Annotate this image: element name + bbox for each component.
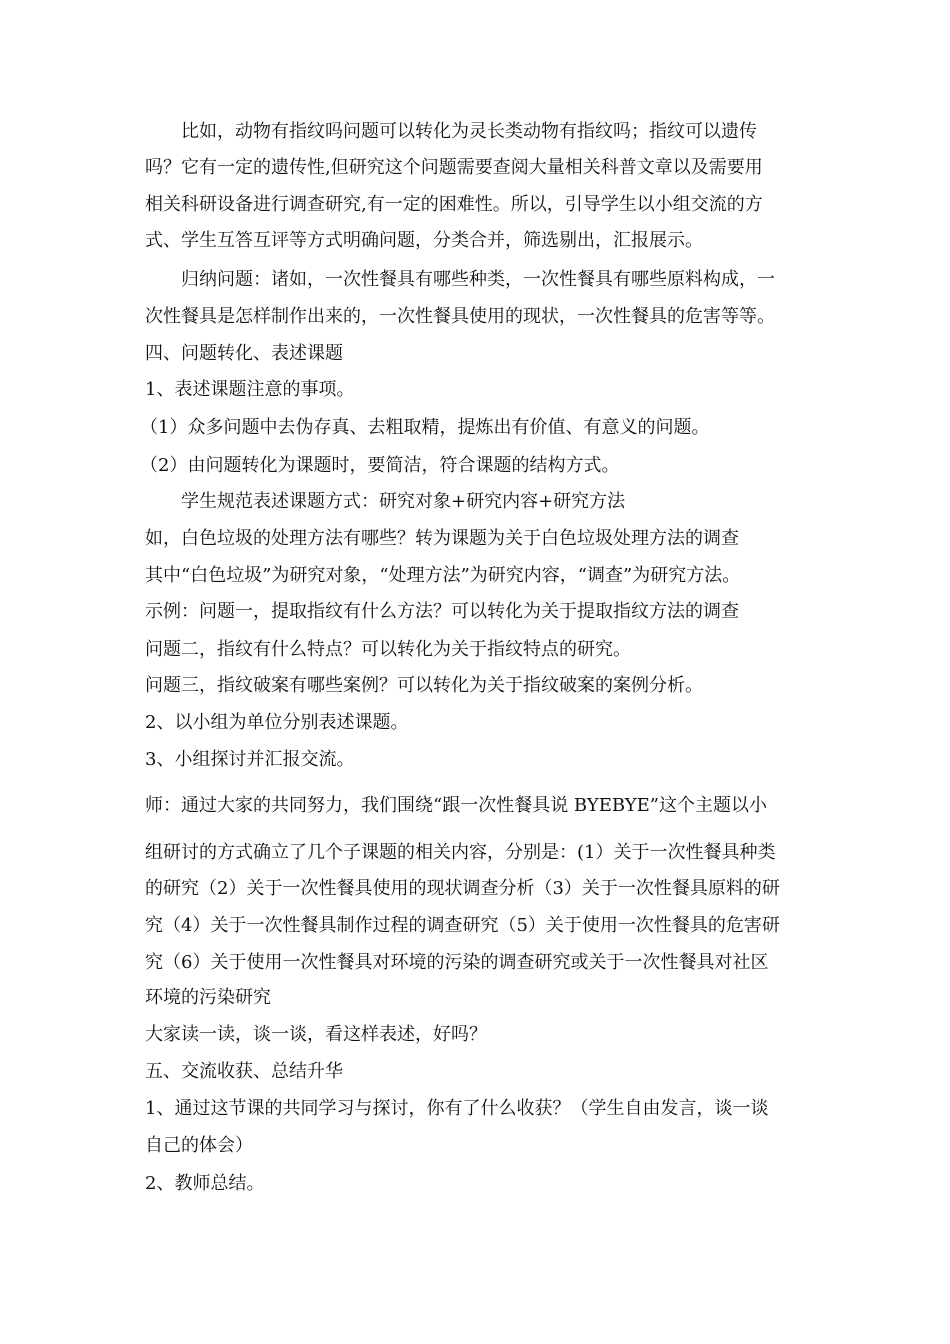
paragraph-line: 相关科研设备进行调查研究,有一定的困难性。所以，引导学生以小组交流的方 [145,194,763,215]
paragraph-line: 问题三，指纹破案有哪些案例？可以转化为关于指纹破案的案例分析。 [145,675,703,696]
paragraph-line: 环境的污染研究 [145,987,271,1008]
list-item: 1、表述课题注意的事项。 [145,379,355,400]
paragraph-line: 师：通过大家的共同努力，我们围绕“跟一次性餐具说 BYEBYE”这个主题以小 [145,795,767,816]
paragraph-line: 次性餐具是怎样制作出来的，一次性餐具使用的现状，一次性餐具的危害等等。 [145,306,775,327]
paragraph-line: 大家读一读，谈一谈，看这样表述，好吗？ [145,1024,487,1045]
list-item: 1、通过这节课的共同学习与探讨，你有了什么收获？（学生自由发言，谈一谈 [145,1098,769,1119]
list-item: 2、以小组为单位分别表述课题。 [145,712,409,733]
paragraph-line: 究（4）关于一次性餐具制作过程的调查研究（5）关于使用一次性餐具的危害研 [145,915,780,936]
paragraph-line: 组研讨的方式确立了几个子课题的相关内容，分别是：(1）关于一次性餐具种类 [145,842,776,863]
paragraph-line: 学生规范表述课题方式：研究对象+研究内容+研究方法 [181,491,626,512]
paragraph-line: 究（6）关于使用一次性餐具对环境的污染的调查研究或关于一次性餐具对社区 [145,952,769,973]
list-item: （2）由问题转化为课题时，要简洁，符合课题的结构方式。 [140,455,620,476]
list-item: （1）众多问题中去伪存真、去粗取精，提炼出有价值、有意义的问题。 [140,417,710,438]
list-item: 3、小组探讨并汇报交流。 [145,749,355,770]
paragraph-line: 自己的体会） [145,1135,253,1156]
paragraph-line: 其中“白色垃圾”为研究对象，“处理方法”为研究内容，“调查”为研究方法。 [145,565,741,586]
paragraph-line: 如，白色垃圾的处理方法有哪些？转为课题为关于白色垃圾处理方法的调查 [145,528,739,549]
paragraph-line: 的研究（2）关于一次性餐具使用的现状调查分析（3）关于一次性餐具原料的研 [145,878,780,899]
paragraph-line: 式、学生互答互评等方式明确问题，分类合并，筛选剔出，汇报展示。 [145,230,703,251]
list-item: 2、教师总结。 [145,1173,265,1194]
paragraph-line: 示例：问题一，提取指纹有什么方法？可以转化为关于提取指纹方法的调查 [145,601,739,622]
section-heading: 五、交流收获、总结升华 [145,1061,343,1082]
paragraph-line: 归纳问题：诸如，一次性餐具有哪些种类，一次性餐具有哪些原料构成，一 [181,269,775,290]
paragraph-line: 问题二，指纹有什么特点？可以转化为关于指纹特点的研究。 [145,639,631,660]
paragraph-line: 比如，动物有指纹吗问题可以转化为灵长类动物有指纹吗；指纹可以遗传 [181,121,757,142]
section-heading: 四、问题转化、表述课题 [145,343,343,364]
paragraph-line: 吗？它有一定的遗传性,但研究这个问题需要查阅大量相关科普文章以及需要用 [145,157,763,178]
